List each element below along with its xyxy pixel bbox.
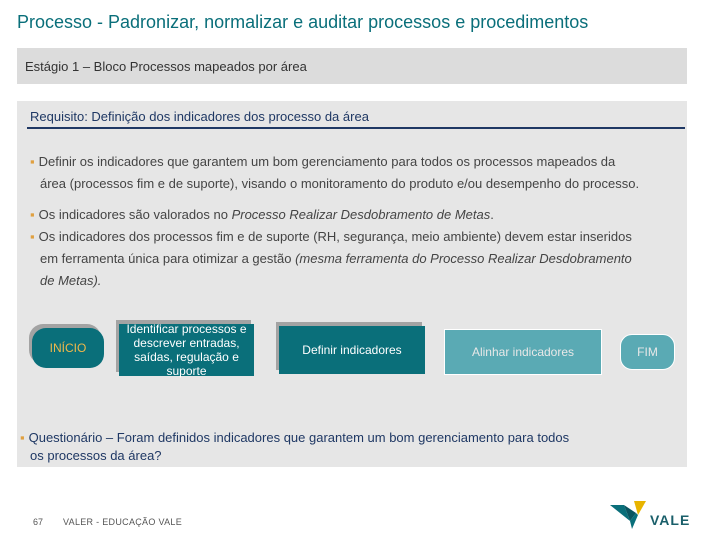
flow-start-node: INÍCIO [32, 328, 104, 368]
footer-text: VALER - EDUCAÇÃO VALE [63, 517, 182, 527]
bullet-marker-icon: ▪ [30, 207, 35, 222]
flow-end-node: FIM [620, 334, 675, 370]
flow-step-define: Definir indicadores [279, 326, 425, 374]
questionnaire: ▪ Questionário – Foram definidos indicadores que garantem um bom gerenciamento para todos os processos da área? [20, 430, 570, 463]
bullet-marker-icon: ▪ [20, 430, 25, 445]
requirement-heading: Requisito: Definição dos indicadores dos processo da área [30, 109, 369, 124]
bullet-1: ▪ Definir os indicadores que garantem um bom gerenciamento para todos os processos mapeados da área (processos fim e de suporte), visando o monitoramento do produto e/ou desempenho do processo. [30, 154, 640, 191]
logo-text: VALE [650, 512, 691, 528]
page-number: 67 [33, 517, 44, 527]
bullet-2: ▪ Os indicadores são valorados no Processo Realizar Desdobramento de Metas. [30, 207, 494, 222]
stage-label: Estágio 1 – Bloco Processos mapeados por área [25, 59, 307, 74]
flow-step-align: Alinhar indicadores [444, 329, 602, 375]
bullet-3: ▪ Os indicadores dos processos fim e de suporte (RH, segurança, meio ambiente) devem estar inseridos em ferramenta única para otimizar a gestão (mesma ferramenta do Processo Realizar Desdobramento de Metas). [30, 229, 632, 288]
vale-logo-icon [610, 499, 650, 531]
content-panel [17, 101, 687, 467]
bullet-marker-icon: ▪ [30, 229, 35, 244]
requirement-underline [27, 127, 685, 129]
page-title: Processo - Padronizar, normalizar e auditar processos e procedimentos [17, 12, 589, 32]
bullet-marker-icon: ▪ [30, 154, 35, 169]
stage-bar [17, 48, 687, 84]
flow-step-identify: Identificar processos e descrever entradas, saídas, regulação e suporte [119, 324, 254, 376]
